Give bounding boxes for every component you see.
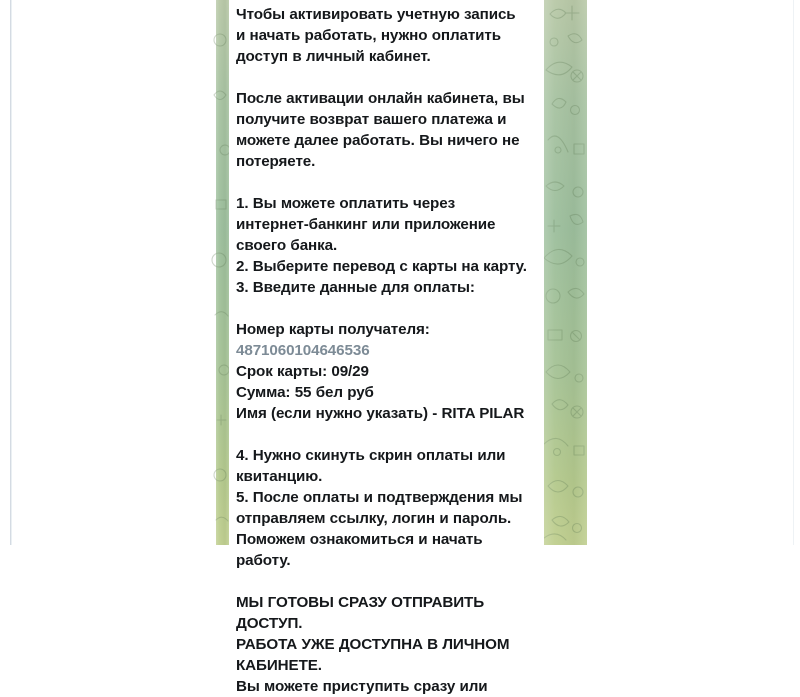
paragraph-spacer [236, 172, 534, 193]
message-line: Вы можете приступить сразу или [236, 678, 488, 695]
message-line: квитанцию. [236, 468, 323, 485]
message-line: отправляем ссылку, логин и пароль. [236, 510, 512, 527]
message-line: получите возврат вашего платежа и [236, 111, 507, 128]
card-number-label: Номер карты получателя: [236, 321, 430, 338]
message-line: МЫ ГОТОВЫ СРАЗУ ОТПРАВИТЬ [236, 594, 485, 611]
message-line: РАБОТА УЖЕ ДОСТУПНА В ЛИЧНОМ [236, 636, 510, 653]
message-line: своего банка. [236, 237, 338, 254]
wallpaper-doodle-pattern-left [216, 0, 229, 545]
page-rule-line-right [793, 0, 794, 545]
page-rule-line-secondary [11, 0, 12, 545]
message-line: 1. Вы можете оплатить через [236, 195, 456, 212]
message-line: интернет-банкинг или приложение [236, 216, 496, 233]
card-number-value[interactable]: 4871060104646536 [236, 342, 370, 359]
paragraph-spacer [236, 424, 534, 445]
page-right-margin [587, 0, 800, 545]
message-line: 3. Введите данные для оплаты: [236, 279, 475, 296]
chat-wallpaper-right [544, 0, 587, 545]
message-line: 5. После оплаты и подтверждения мы [236, 489, 523, 506]
message-line: Чтобы активировать учетную запись [236, 6, 516, 23]
message-line: После активации онлайн кабинета, вы [236, 90, 525, 107]
paragraph-spacer [236, 67, 534, 88]
page-left-margin [0, 0, 216, 545]
paragraph-spacer [236, 571, 534, 592]
message-line: 2. Выберите перевод с карты на карту. [236, 258, 527, 275]
chat-wallpaper-left [216, 0, 229, 545]
message-body [236, 4, 534, 697]
message-line: потеряете. [236, 153, 316, 170]
message-line: работу. [236, 552, 291, 569]
message-line: Поможем ознакомиться и начать [236, 531, 483, 548]
message-line: ДОСТУП. [236, 615, 303, 632]
message-line: и начать работать, нужно оплатить [236, 27, 501, 44]
payment-amount: Сумма: 55 бел руб [236, 384, 374, 401]
message-line: доступ в личный кабинет. [236, 48, 431, 65]
chat-message-bubble[interactable] [229, 0, 544, 695]
wallpaper-doodle-pattern-right [544, 0, 587, 545]
card-expiry: Срок карты: 09/29 [236, 363, 369, 380]
message-line: 4. Нужно скинуть скрин оплаты или [236, 447, 506, 464]
paragraph-spacer [236, 298, 534, 319]
message-line: можете далее работать. Вы ничего не [236, 132, 520, 149]
message-line: КАБИНЕТЕ. [236, 657, 322, 674]
recipient-name: Имя (если нужно указать) - RITA PILAR [236, 405, 525, 422]
